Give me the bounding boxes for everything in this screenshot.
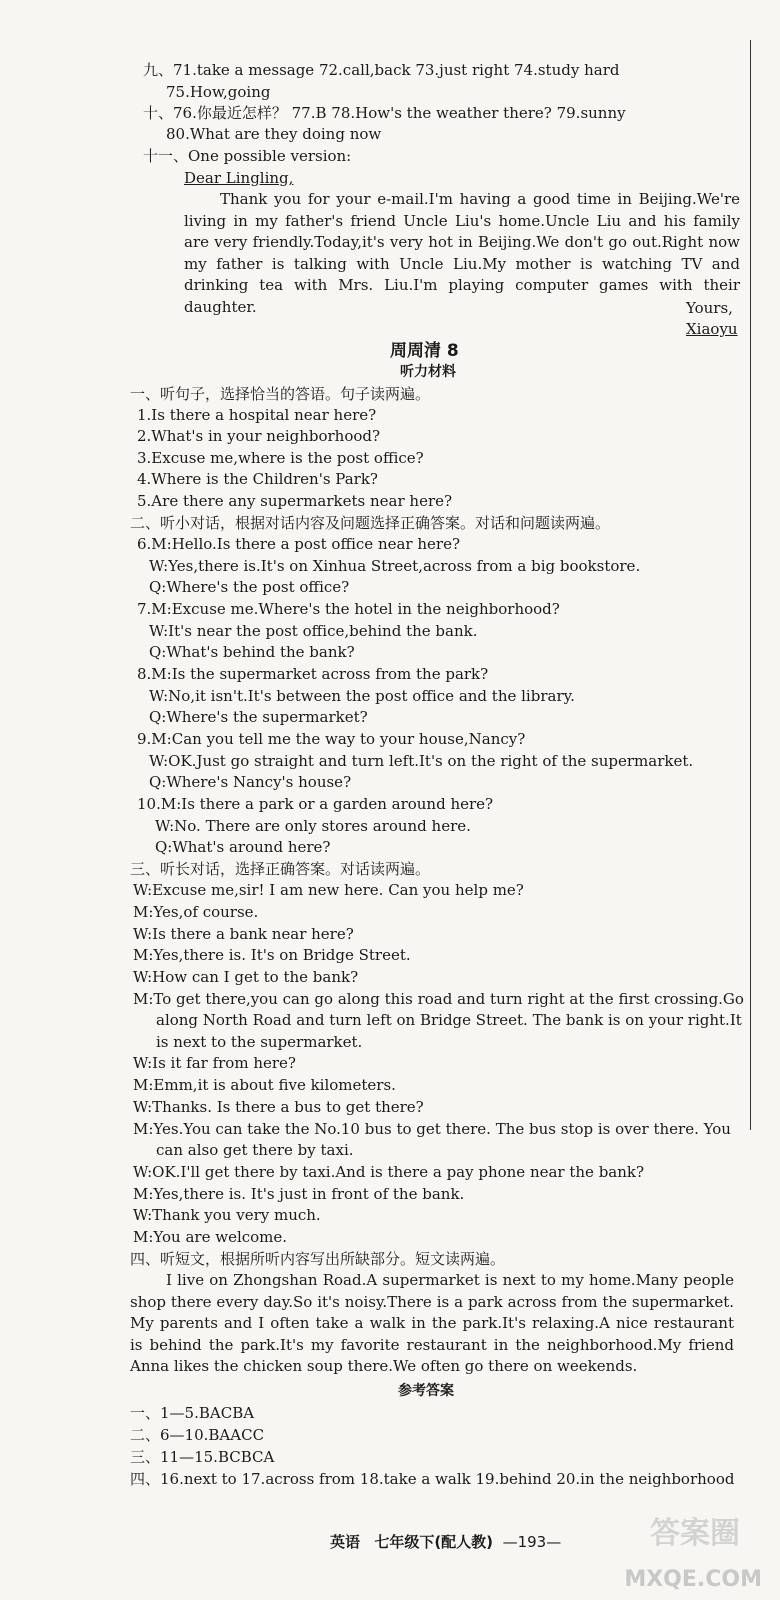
dialog-line: M:Yes,of course. (133, 903, 259, 921)
dialog-line: 8.M:Is the supermarket across from the park? (137, 665, 489, 683)
dialog-line: W:It's near the post office,behind the bank. (149, 622, 478, 640)
dialog-line: W:OK.Just go straight and turn left.It's on the right of the supermarket. (149, 752, 694, 770)
answer-line-75: 75.How,going (166, 83, 271, 101)
page-footer (330, 1531, 561, 1552)
answer-line: 三、11—15.BCBCA (130, 1448, 275, 1466)
dialog-line: W:Thank you very much. (133, 1206, 321, 1224)
margin-rule (750, 40, 751, 1130)
letter-closing: Yours, (686, 299, 733, 317)
letter-signature: Xiaoyu (686, 320, 738, 338)
dialog-line: Q:Where's the supermarket? (149, 708, 368, 726)
dialog-line: along North Road and turn left on Bridge Street. The bank is on your right.It (156, 1011, 742, 1029)
passage-text: I live on Zhongshan Road.A supermarket is next to my home.Many people shop there every day.So it's noisy.There is a park across from the supermarket. My parents and I often take a walk in the park.It's relaxing.A nice restaurant is behind the park.It's my favorite restaurant in the neighborhood.My friend Anna likes the chicken soup there.We often go there on weekends. (130, 1271, 734, 1375)
watermark-site: MXQE.COM (624, 1567, 762, 1592)
letter-body: Thank you for your e-mail.I'm having a good time in Beijing.We're living in my father's friend Uncle Liu's home.Uncle Liu and his family are very friendly.Today,it's very hot in Beijing.We don't go out.Right now my father is talking with Uncle Liu.My mother is watching TV and drinking tea with Mrs. Liu.I'm playing computer games with their daughter. (184, 190, 740, 316)
part3-header: 三、听长对话，选择正确答案。对话读两遍。 (130, 860, 431, 878)
section-title: 周周清 8 (390, 341, 459, 361)
list-item: 4.Where is the Children's Park? (137, 470, 378, 488)
dialog-line: M:Emm,it is about five kilometers. (133, 1076, 396, 1094)
dialog-line: can also get there by taxi. (156, 1141, 354, 1159)
dialog-line: W:Is it far from here? (133, 1054, 296, 1072)
dialog-line: Q:Where's the post office? (149, 578, 350, 596)
answer-line-ten: 十、76.你最近怎样？ 77.B 78.How's the weather there? 79.sunny (143, 104, 626, 122)
list-item: 2.What's in your neighborhood? (137, 427, 381, 445)
answer-line-nine: 九、71.take a message 72.call,back 73.just right 74.study hard (143, 61, 620, 79)
dialog-line: W:Is there a bank near here? (133, 925, 354, 943)
answer-line-eleven: 十一、One possible version: (143, 147, 352, 165)
list-item: 5.Are there any supermarkets near here? (137, 492, 453, 510)
dialog-line: W:No. There are only stores around here. (155, 817, 471, 835)
letter-greeting: Dear Lingling, (184, 169, 294, 187)
dialog-line: W:Excuse me,sir! I am new here. Can you help me? (133, 881, 524, 899)
watermark-brand: 答案圈 (650, 1516, 740, 1551)
dialog-line: W:OK.I'll get there by taxi.And is there a pay phone near the bank? (133, 1163, 645, 1181)
dialog-line: 7.M:Excuse me.Where's the hotel in the neighborhood? (137, 600, 560, 618)
dialog-line: 6.M:Hello.Is there a post office near here? (137, 535, 460, 553)
dialog-line: W:Yes,there is.It's on Xinhua Street,across from a big bookstore. (149, 557, 641, 575)
dialog-line: M:To get there,you can go along this road and turn right at the first crossing.Go (133, 990, 744, 1008)
dialog-line: M:Yes,there is. It's just in front of the bank. (133, 1185, 465, 1203)
part1-header: 一、听句子，选择恰当的答语。句子读两遍。 (130, 385, 431, 403)
answer-line: 四、16.next to 17.across from 18.take a walk 19.behind 20.in the neighborhood (130, 1470, 735, 1488)
list-item: 3.Excuse me,where is the post office? (137, 449, 424, 467)
list-item: 1.Is there a hospital near here? (137, 406, 377, 424)
answer-line: 二、6—10.BAACC (130, 1426, 265, 1444)
page-number: —193— (502, 1533, 562, 1551)
dialog-line: M:You are welcome. (133, 1228, 288, 1246)
dialog-line: W:Thanks. Is there a bus to get there? (133, 1098, 424, 1116)
answers-title: 参考答案 (398, 1383, 454, 1399)
part2-header: 二、听小对话，根据对话内容及问题选择正确答案。对话和问题读两遍。 (130, 514, 611, 532)
dialog-line: is next to the supermarket. (156, 1033, 363, 1051)
dialog-line: Q:Where's Nancy's house? (149, 773, 352, 791)
dialog-line: M:Yes.You can take the No.10 bus to get there. The bus stop is over there. You (133, 1120, 731, 1138)
dialog-line: 9.M:Can you tell me the way to your house,Nancy? (137, 730, 526, 748)
footer-grade: 七年级下(配人教) (374, 1533, 494, 1551)
part4-header: 四、听短文，根据所听内容写出所缺部分。短文读两遍。 (130, 1250, 506, 1268)
answer-line-80: 80.What are they doing now (166, 125, 382, 143)
dialog-line: Q:What's behind the bank? (149, 643, 355, 661)
dialog-line: Q:What's around here? (155, 838, 331, 856)
listening-title: 听力材料 (400, 364, 456, 380)
footer-subject: 英语 (330, 1533, 361, 1551)
dialog-line: 10.M:Is there a park or a garden around here? (137, 795, 494, 813)
dialog-line: M:Yes,there is. It's on Bridge Street. (133, 946, 411, 964)
answer-line: 一、1—5.BACBA (130, 1404, 255, 1422)
dialog-line: W:No,it isn't.It's between the post office and the library. (149, 687, 575, 705)
dialog-line: W:How can I get to the bank? (133, 968, 359, 986)
